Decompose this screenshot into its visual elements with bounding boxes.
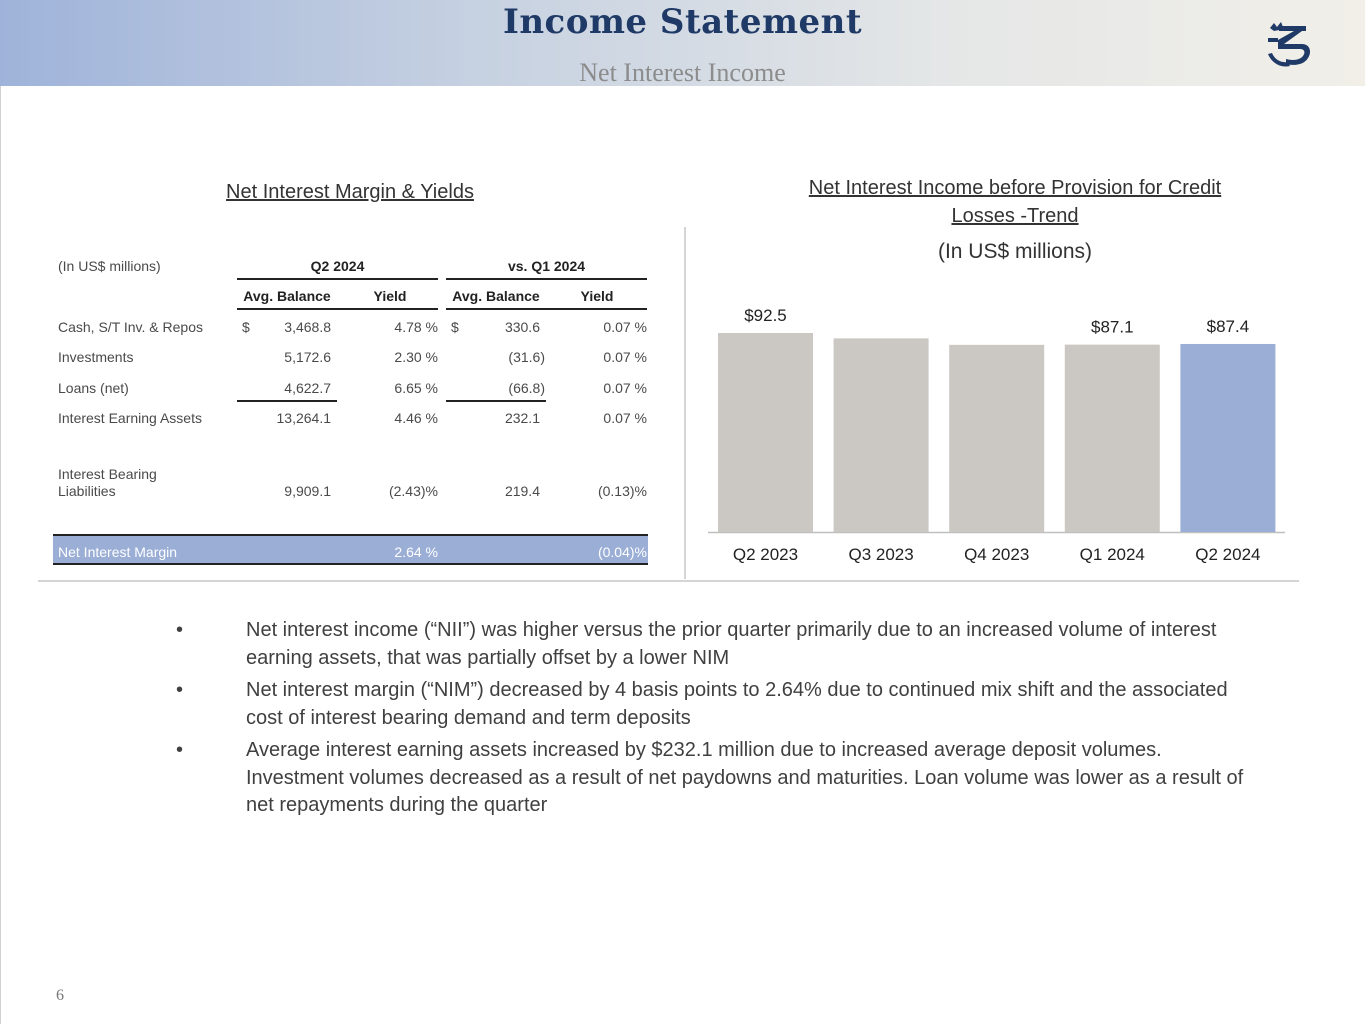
table-cell-balance: 5,172.6 xyxy=(284,349,331,365)
page-subtitle: Net Interest Income xyxy=(579,58,786,87)
table-cell-change-yield: 0.07 % xyxy=(603,319,647,335)
bullet-marker: • xyxy=(176,619,184,641)
table-cell-change-balance: 219.4 xyxy=(504,483,540,499)
table-cell-change-balance: 330.6 xyxy=(504,319,540,335)
table-row-label: Interest Bearing xyxy=(58,466,157,482)
commentary-text: Net interest income (“NII”) was higher versus the prior quarter primarily due to an increased volume of interest earning assets, that was partially offset by a lower NIM xyxy=(246,619,1217,669)
table-col-avg-balance: Avg. Balance xyxy=(452,288,540,304)
bullet-marker: • xyxy=(176,679,184,701)
table-rule xyxy=(446,308,647,310)
chart-subtitle: (In US$ millions) xyxy=(937,240,1093,263)
table-col-avg-balance: Avg. Balance xyxy=(243,288,331,304)
x-tick-label: Q1 2024 xyxy=(1079,545,1145,564)
table-row-label: Investments xyxy=(58,349,134,365)
table-units-label: (In US$ millions) xyxy=(58,258,161,274)
page-number: 6 xyxy=(56,987,64,1004)
bar-q2-2023 xyxy=(718,333,813,532)
table-cell-yield: 6.65 % xyxy=(394,380,438,396)
bullet-marker: • xyxy=(176,739,184,761)
table-row-label: Cash, S/T Inv. & Repos xyxy=(58,319,203,335)
x-tick-label: Q2 2024 xyxy=(1195,545,1261,564)
commentary-list xyxy=(170,617,1250,825)
table-cell-change-yield: 0.07 % xyxy=(603,349,647,365)
table-rule xyxy=(237,308,438,310)
x-tick-label: Q3 2023 xyxy=(848,545,914,564)
table-rule xyxy=(446,278,647,280)
page-title: Income Statement xyxy=(502,2,863,42)
table-cell-change-yield: (0.13)% xyxy=(597,483,647,499)
table-row-label: Loans (net) xyxy=(58,380,129,396)
table-cell-change-yield: 0.07 % xyxy=(603,410,647,426)
x-tick-label: Q2 2023 xyxy=(732,545,799,564)
table-cell-change-balance: (31.6) xyxy=(508,349,545,365)
table-rule xyxy=(237,278,438,280)
table-cell-yield: (2.43)% xyxy=(388,483,438,499)
nii-bar-chart xyxy=(700,290,1300,575)
chart-title-line-2: Losses -Trend xyxy=(951,205,1079,227)
table-group-current: Q2 2024 xyxy=(310,258,365,274)
nim-label: Net Interest Margin xyxy=(58,544,178,560)
table-cell-change-yield: 0.07 % xyxy=(603,380,647,396)
table-cell-yield: 2.30 % xyxy=(394,349,438,365)
table-col-yield: Yield xyxy=(580,288,614,304)
nim-change-yield: (0.04)% xyxy=(597,544,647,560)
bar-q4-2023 xyxy=(949,345,1044,532)
commentary-text: Net interest margin (“NIM”) decreased by 4 basis points to 2.64% due to continued mix shift and the associated cost of interest bearing demand and term deposits xyxy=(246,679,1228,729)
company-logo-icon xyxy=(1264,20,1314,70)
table-cell-change-balance: 232.1 xyxy=(504,410,540,426)
commentary-item xyxy=(170,677,1250,732)
table-cell-balance: 3,468.8 xyxy=(284,319,331,335)
table-cell-yield: 4.46 % xyxy=(394,410,438,426)
bar-data-label: $87.4 xyxy=(1206,316,1250,336)
vertical-divider xyxy=(684,227,686,579)
page-left-border xyxy=(0,86,1,1024)
table-cell-yield: 4.78 % xyxy=(394,319,438,335)
bar-q1-2024 xyxy=(1065,345,1160,532)
bar-q2-2024 xyxy=(1180,344,1275,532)
table-group-compare: vs. Q1 2024 xyxy=(507,258,586,274)
table-rule xyxy=(237,400,337,402)
x-tick-label: Q4 2023 xyxy=(964,545,1030,564)
table-cell-change-balance: (66.8) xyxy=(508,380,545,396)
commentary-item xyxy=(170,737,1250,820)
bar-data-label: $87.1 xyxy=(1091,317,1134,337)
chart-title-line-1: Net Interest Income before Provision for Credit xyxy=(808,177,1222,199)
table-rule xyxy=(446,400,546,402)
table-title: Net Interest Margin & Yields xyxy=(226,181,474,203)
table-row-label: Liabilities xyxy=(58,483,116,499)
table-cell-balance: 13,264.1 xyxy=(276,410,331,426)
commentary-text: Average interest earning assets increased by $232.1 million due to increased average deposit volumes. Investment volumes decreased as a result of net paydowns and maturities. Loan volume was lower as a result of net repayments during the quarter xyxy=(246,739,1244,816)
currency-symbol: $ xyxy=(451,319,459,335)
bar-q3-2023 xyxy=(834,338,929,532)
horizontal-divider xyxy=(38,580,1299,582)
table-col-yield: Yield xyxy=(373,288,407,304)
commentary-item xyxy=(170,617,1250,672)
nim-yield: 2.64 % xyxy=(394,544,438,560)
table-cell-balance: 4,622.7 xyxy=(284,380,331,396)
currency-symbol: $ xyxy=(242,319,250,335)
bar-data-label: $92.5 xyxy=(744,306,787,325)
table-cell-balance: 9,909.1 xyxy=(284,483,331,499)
table-row-label: Interest Earning Assets xyxy=(58,410,202,426)
